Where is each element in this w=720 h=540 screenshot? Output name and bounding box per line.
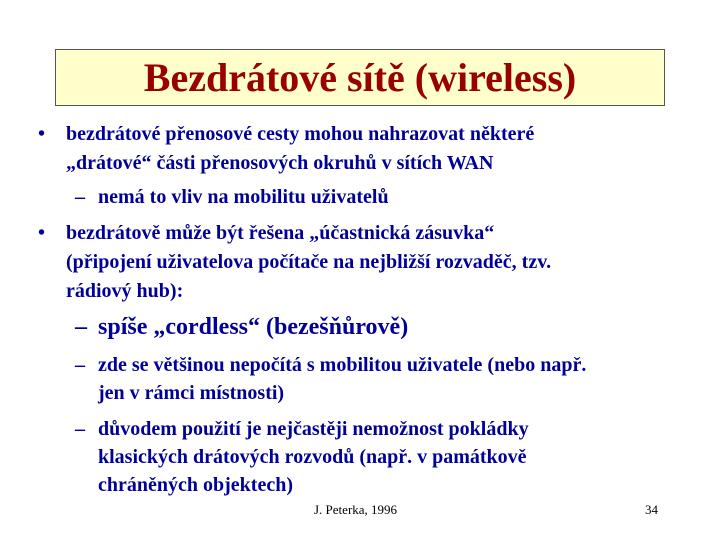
bullet-marker: • <box>38 222 46 244</box>
bullet-1-line-1: bezdrátové přenosové cesty mohou nahrazovat některé <box>66 123 535 145</box>
dash-marker: – <box>75 314 87 340</box>
title-box <box>55 49 665 106</box>
bullet-2-line-2: (připojení uživatelova počítače na nejbližší rozvaděč, tzv. <box>66 251 552 273</box>
subitem-3-line-2: jen v rámci místnosti) <box>98 382 285 404</box>
bullet-marker: • <box>38 123 46 145</box>
subitem-2-line-1: spíše „cordless“ (bezešňůrově) <box>98 314 409 340</box>
bullet-2-line-3: rádiový hub): <box>66 280 184 302</box>
subitem-4-line-3: chráněných objektech) <box>98 474 293 496</box>
subitem-1-line-1: nemá to vliv na mobilitu uživatelů <box>98 186 389 208</box>
subitem-4-line-2: klasických drátových rozvodů (např. v památkově <box>98 446 527 468</box>
dash-marker: – <box>75 418 85 440</box>
footer-page-number: 34 <box>645 502 658 517</box>
footer-author: J. Peterka, 1996 <box>314 502 398 517</box>
slide-title: Bezdrátové sítě (wireless) <box>143 54 577 100</box>
dash-marker: – <box>75 354 85 376</box>
dash-marker: – <box>75 186 85 208</box>
bullet-1-line-2: „drátové“ části přenosových okruhů v sítích WAN <box>66 152 494 174</box>
bullet-2-line-1: bezdrátově může být řešena „účastnická zásuvka“ <box>66 222 495 244</box>
subitem-3-line-1: zde se většinou nepočítá s mobilitou uživatele (nebo např. <box>98 354 587 376</box>
subitem-4-line-1: důvodem použití je nejčastěji nemožnost pokládky <box>98 418 529 440</box>
